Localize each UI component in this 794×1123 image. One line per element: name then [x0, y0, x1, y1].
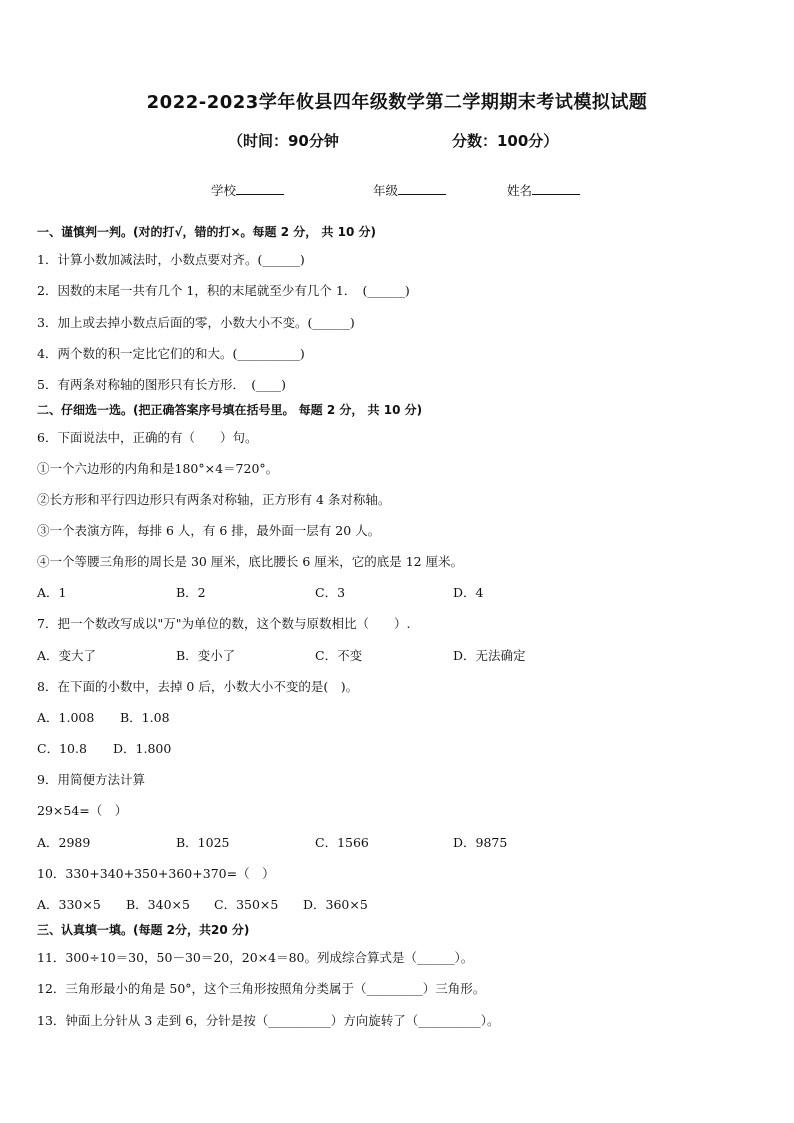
q8-option-d: D．1.800	[113, 741, 172, 756]
question-9-expression: 29×54=（ ）	[37, 803, 128, 818]
question-2: 2．因数的末尾一共有几个 1，积的末尾就至少有几个 1． (______)	[37, 283, 410, 298]
school-field	[211, 181, 284, 199]
question-5: 5．有两条对称轴的图形只有长方形． (____)	[37, 377, 286, 392]
q10-option-b: B．340×5	[126, 897, 190, 912]
q9-option-b: B．1025	[176, 835, 230, 850]
q9-option-a: A．2989	[37, 835, 91, 850]
question-1: 1．计算小数加减法时，小数点要对齐。(______)	[37, 252, 305, 267]
question-8: 8．在下面的小数中，去掉 0 后，小数大小不变的是( )。	[37, 679, 359, 694]
q6-option-d: D．4	[453, 585, 484, 600]
question-6-statement-2: ②长方形和平行四边形只有两条对称轴，正方形有 4 条对称轴。	[37, 492, 391, 507]
q9-option-c: C．1566	[315, 835, 369, 850]
exam-subtitle	[228, 130, 559, 151]
q10-option-d: D．360×5	[303, 897, 368, 912]
name-field	[507, 181, 580, 199]
name-label: 姓名	[507, 183, 533, 198]
section-2-heading: 二、仔细选一选。(把正确答案序号填在括号里。 每题 2 分， 共 10 分)	[37, 403, 423, 417]
time-limit: （时间：90分钟	[228, 132, 339, 150]
q7-option-c: C．不变	[315, 648, 363, 663]
q10-option-a: A．330×5	[37, 897, 101, 912]
section-1-heading: 一、谨慎判一判。(对的打√，错的打×。每题 2 分， 共 10 分)	[37, 225, 376, 239]
school-blank[interactable]	[236, 182, 284, 195]
grade-blank[interactable]	[398, 182, 446, 195]
question-4: 4．两个数的积一定比它们的和大。(__________)	[37, 346, 305, 361]
q7-option-a: A．变大了	[37, 648, 97, 663]
question-10: 10．330+340+350+360+370=（ ）	[37, 866, 275, 881]
q8-option-b: B．1.08	[120, 710, 170, 725]
q6-option-a: A．1	[37, 585, 67, 600]
section-3-heading: 三、认真填一填。(每题 2分，共20 分)	[37, 923, 250, 937]
question-9: 9．用简便方法计算	[37, 772, 145, 787]
school-label: 学校	[211, 183, 237, 198]
question-6-statement-4: ④一个等腰三角形的周长是 30 厘米，底比腰长 6 厘米，它的底是 12 厘米。	[37, 554, 464, 569]
question-11: 11．300÷10＝30，50－30＝20，20×4＝80。列成综合算式是（______）。	[37, 950, 474, 965]
question-6: 6．下面说法中，正确的有（ ）句。	[37, 430, 258, 445]
question-6-statement-1: ①一个六边形的内角和是180°×4＝720°。	[37, 461, 279, 476]
grade-label: 年级	[373, 183, 399, 198]
q8-option-c: C．10.8	[37, 741, 87, 756]
q10-option-c: C．350×5	[214, 897, 279, 912]
q9-option-d: D．9875	[453, 835, 508, 850]
exam-title: 2022-2023学年攸县四年级数学第二学期期末考试模拟试题	[146, 92, 648, 113]
question-13: 13．钟面上分针从 3 走到 6，分针是按（__________）方向旋转了（__________）。	[37, 1013, 500, 1028]
grade-field	[373, 181, 446, 199]
name-blank[interactable]	[532, 182, 580, 195]
question-6-statement-3: ③一个表演方阵，每排 6 人，有 6 排，最外面一层有 20 人。	[37, 523, 381, 538]
question-7: 7．把一个数改写成以"万"为单位的数，这个数与原数相比（ ）.	[37, 616, 411, 631]
q6-option-c: C．3	[315, 585, 346, 600]
q7-option-b: B．变小了	[176, 648, 236, 663]
total-score: 分数：100分）	[452, 132, 559, 150]
question-12: 12．三角形最小的角是 50°，这个三角形按照角分类属于（_________）三角形。	[37, 981, 486, 996]
q6-option-b: B．2	[176, 585, 206, 600]
q8-option-a: A．1.008	[37, 710, 95, 725]
question-3: 3．加上或去掉小数点后面的零，小数大小不变。(______)	[37, 315, 355, 330]
q7-option-d: D．无法确定	[453, 648, 526, 663]
